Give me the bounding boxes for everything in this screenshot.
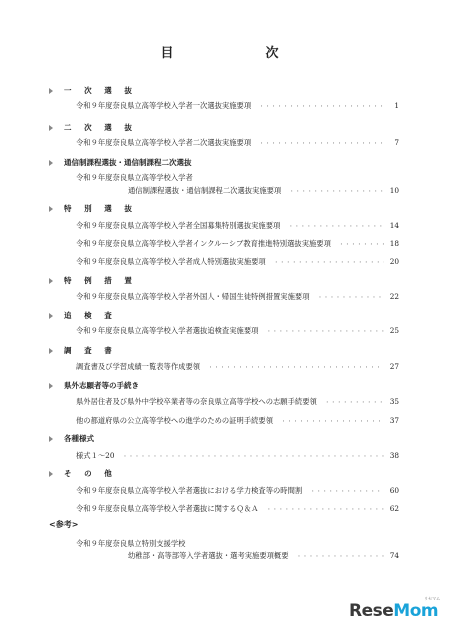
triangle-icon	[49, 160, 53, 166]
section-label: そ の 他	[64, 469, 117, 478]
entry-title: 令和９年度奈良県立高等学校入学者成人特別選抜実施要項	[76, 257, 266, 266]
triangle-icon	[49, 278, 53, 284]
entry-page: 62	[389, 504, 399, 513]
leader-dots	[208, 362, 384, 371]
entry-page: 10	[389, 186, 399, 195]
leader-dots	[289, 186, 383, 195]
leader-dots	[288, 221, 383, 230]
entry-page: 22	[389, 292, 399, 301]
entry-title: 調査書及び学習成績一覧表等作成要領	[76, 362, 201, 371]
toc-entry[interactable]	[76, 257, 399, 267]
entry-title: 令和９年度奈良県立高等学校入学者選抜に関するＱ＆Ａ	[76, 504, 259, 513]
entry-title: 令和９年度奈良県立高等学校入学者外国人・帰国生徒特例措置実施要項	[76, 292, 310, 301]
entry-page: 20	[389, 257, 399, 266]
resemom-logo: ReseMom リセマム	[349, 596, 441, 621]
leader-dots	[259, 138, 385, 147]
toc-entry[interactable]	[76, 326, 399, 336]
toc-entry[interactable]	[76, 362, 399, 372]
entry-page: 18	[389, 239, 399, 248]
triangle-icon	[49, 313, 53, 319]
leader-dots	[266, 326, 383, 335]
section-heading	[49, 85, 137, 96]
toc-entry[interactable]	[76, 551, 399, 561]
entry-page: 25	[389, 326, 399, 335]
toc-entry[interactable]	[76, 416, 399, 426]
triangle-icon	[49, 125, 53, 131]
entry-title: 令和９年度奈良県立高等学校入学者選抜における学力検査等の時間割	[76, 486, 303, 495]
section-heading	[49, 433, 94, 444]
toc-entry[interactable]	[76, 504, 399, 514]
triangle-icon	[49, 348, 53, 354]
entry-page: 35	[389, 397, 399, 406]
triangle-icon	[49, 383, 53, 389]
section-heading	[49, 380, 139, 391]
toc-entry[interactable]	[76, 292, 399, 302]
section-label: 特 別 選 抜	[64, 204, 137, 213]
entry-title: 令和９年度奈良県立高等学校入学者選抜追検査実施要項	[76, 326, 259, 335]
entry-title: 通信制課程選抜・通信制課程二次選抜実施要項	[128, 186, 282, 195]
section-heading	[49, 203, 137, 214]
toc-entry[interactable]	[76, 239, 399, 249]
leader-dots	[339, 239, 384, 248]
entry-title: 令和９年度奈良県立高等学校入学者全国募集特別選抜実施要項	[76, 221, 281, 230]
section-label: 特 例 措 置	[64, 276, 137, 285]
section-heading	[49, 468, 117, 479]
toc-entry[interactable]	[76, 397, 399, 407]
entry-page: 60	[389, 486, 399, 495]
page-title: 目 次	[160, 46, 301, 61]
section-heading	[49, 157, 192, 168]
entry-title-line1: 令和９年度奈良県立高等学校入学者	[76, 173, 193, 182]
leader-dots	[325, 397, 384, 406]
section-label: 通信制課程選抜・通信制課程二次選抜	[64, 158, 192, 167]
leader-dots	[281, 416, 384, 425]
section-heading	[49, 275, 137, 286]
section-heading	[49, 345, 117, 356]
triangle-icon	[49, 471, 53, 477]
triangle-icon	[49, 436, 53, 442]
toc-entry[interactable]	[76, 138, 399, 148]
toc-entry[interactable]	[76, 451, 399, 461]
section-label: 県外志願者等の手続き	[64, 381, 139, 390]
section-label: 一 次 選 抜	[64, 86, 137, 95]
entry-title: 令和９年度奈良県立高等学校入学者インクルーシブ教育推進特別選抜実施要項	[76, 239, 331, 248]
entry-title: 令和９年度奈良県立高等学校入学者二次選抜実施要項	[76, 138, 252, 147]
leader-dots	[274, 257, 384, 266]
entry-title: 他の都道府県の公立高等学校への進学のための証明手続要領	[76, 416, 274, 425]
toc-entry[interactable]	[76, 186, 399, 196]
leader-dots	[318, 292, 384, 301]
section-label: 各種様式	[64, 434, 94, 443]
section-label: 追 検 査	[64, 311, 117, 320]
leader-dots	[259, 101, 385, 110]
triangle-icon	[49, 88, 53, 94]
section-label: 調 査 書	[64, 346, 117, 355]
toc-entry[interactable]	[76, 101, 399, 111]
leader-dots	[297, 551, 384, 560]
entry-page: 7	[394, 138, 399, 147]
leader-dots	[122, 451, 383, 460]
entry-page: 74	[389, 551, 399, 560]
leader-dots	[266, 504, 383, 513]
triangle-icon	[49, 206, 53, 212]
section-label: 二 次 選 抜	[64, 123, 137, 132]
entry-page: 27	[389, 362, 399, 371]
section-heading	[49, 310, 117, 321]
toc-entry[interactable]	[76, 486, 399, 496]
entry-page: 37	[389, 416, 399, 425]
entry-title-line1: 令和９年度奈良県立特別支援学校	[76, 539, 186, 548]
entry-title: 様式１～20	[76, 451, 115, 460]
entry-title: 令和９年度奈良県立高等学校入学者一次選抜実施要項	[76, 101, 252, 110]
entry-page: 38	[389, 451, 399, 460]
toc-entry[interactable]	[76, 221, 399, 231]
entry-page: 1	[394, 101, 399, 110]
leader-dots	[310, 486, 384, 495]
section-heading	[49, 122, 137, 133]
entry-title: 幼稚部・高等部等入学者選抜・選考実施要項概要	[128, 551, 289, 560]
reference-heading: <参考>	[49, 520, 79, 529]
entry-title: 県外居住者及び県外中学校卒業者等の奈良県立高等学校への志願手続要領	[76, 397, 317, 406]
entry-page: 14	[389, 221, 399, 230]
